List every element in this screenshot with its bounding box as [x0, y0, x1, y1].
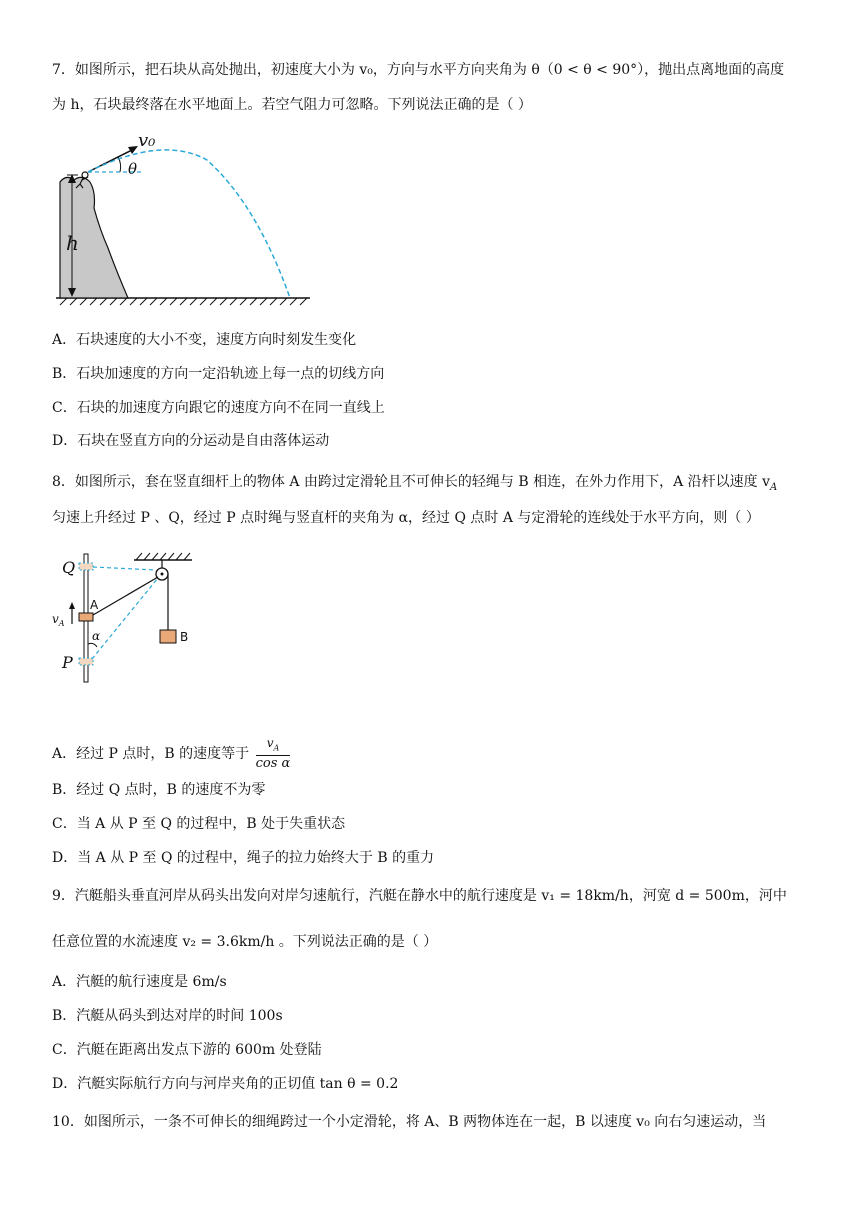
- a-label: A: [90, 598, 99, 612]
- fraction-denominator: cos α: [255, 756, 291, 772]
- q8-option-a: [52, 736, 290, 772]
- h-label: h: [66, 231, 79, 255]
- va-label: $v_A$: [52, 612, 65, 628]
- q9-option-b: B．汽艇从码头到达对岸的时间 100s: [52, 1008, 283, 1024]
- v0-label: v₀: [138, 130, 156, 151]
- q7-stem-line2: 为 h，石块最终落在水平地面上。若空气阻力可忽略。下列说法正确的是（ ）: [52, 97, 532, 113]
- q8-stem-line1-text: 8．如图所示，套在竖直细杆上的物体 A 由跨过定滑轮且不可伸长的轻绳与 B 相连，在外力作用下，A 沿杆以速度 v: [52, 474, 771, 490]
- block-a: [79, 613, 93, 621]
- theta-label: θ: [128, 160, 138, 178]
- q8-stem-line2: 匀速上升经过 P 、Q，经过 P 点时绳与竖直杆的夹角为 α，经过 Q 点时 A 与定滑轮的连线处于水平方向，则（ ）: [52, 510, 760, 526]
- q-horizontal-line: [93, 567, 156, 570]
- va-over-cos-alpha-fraction: [256, 736, 291, 772]
- q8-option-c: C．当 A 从 P 至 Q 的过程中，B 处于失重状态: [52, 816, 346, 832]
- ring-at-q: [79, 563, 93, 570]
- ceiling-hatching: [136, 553, 190, 560]
- p-label: P: [62, 653, 73, 672]
- q-label: Q: [62, 558, 76, 577]
- alpha-arc: [88, 643, 97, 647]
- v0-vector: [88, 150, 132, 172]
- b-label: B: [180, 630, 189, 644]
- q9-stem-line2: 任意位置的水流速度 v₂ = 3.6km/h 。下列说法正确的是（ ）: [52, 934, 438, 950]
- q9-option-c: C．汽艇在距离出发点下游的 600m 处登陆: [52, 1042, 322, 1058]
- q7-stem-line1: 7．如图所示，把石块从高处抛出，初速度大小为 v₀，方向与水平方向夹角为 θ（0 < θ < 90°），抛出点离地面的高度: [52, 62, 785, 78]
- q7-projectile-figure: [52, 130, 322, 310]
- q7-option-d: D．石块在竖直方向的分运动是自由落体运动: [52, 433, 330, 449]
- q9-stem-line1: 9．汽艇船头垂直河岸从码头出发向对岸匀速航行，汽艇在静水中的航行速度是 v₁ = 18km/h，河宽 d = 500m，河中: [52, 888, 787, 904]
- ground-hatching: [60, 298, 307, 305]
- p-rope-line: [92, 578, 158, 659]
- q9-option-d: D．汽艇实际航行方向与河岸夹角的正切值 tan θ = 0.2: [52, 1076, 399, 1092]
- q10-stem-line1: 10．如图所示，一条不可伸长的细绳跨过一个小定滑轮，将 A、B 两物体连在一起，B 以速度 v₀ 向右匀速运动，当: [52, 1114, 767, 1130]
- q8-option-a-text: A．经过 P 点时，B 的速度等于: [52, 746, 250, 763]
- q8-stem-line1: [52, 472, 777, 498]
- q9-option-a: A．汽艇的航行速度是 6m/s: [52, 974, 227, 990]
- q7-option-b: B．石块加速度的方向一定沿轨迹上每一点的切线方向: [52, 366, 385, 382]
- q7-option-c: C．石块的加速度方向跟它的速度方向不在同一直线上: [52, 400, 385, 416]
- q8-pulley-figure: [52, 544, 212, 694]
- ring-at-p: [79, 658, 93, 665]
- q8-option-d: D．当 A 从 P 至 Q 的过程中，绳子的拉力始终大于 B 的重力: [52, 850, 435, 866]
- alpha-label: α: [92, 629, 101, 643]
- fraction-numerator: v: [266, 736, 274, 750]
- rope-a: [93, 577, 158, 615]
- fraction-numerator-sub: A: [273, 743, 280, 753]
- q7-option-a: A．石块速度的大小不变，速度方向时刻发生变化: [52, 332, 357, 348]
- block-b: [160, 630, 176, 643]
- q8-option-b: B．经过 Q 点时，B 的速度不为零: [52, 782, 266, 798]
- q8-stem-line1-sub: A: [770, 481, 778, 493]
